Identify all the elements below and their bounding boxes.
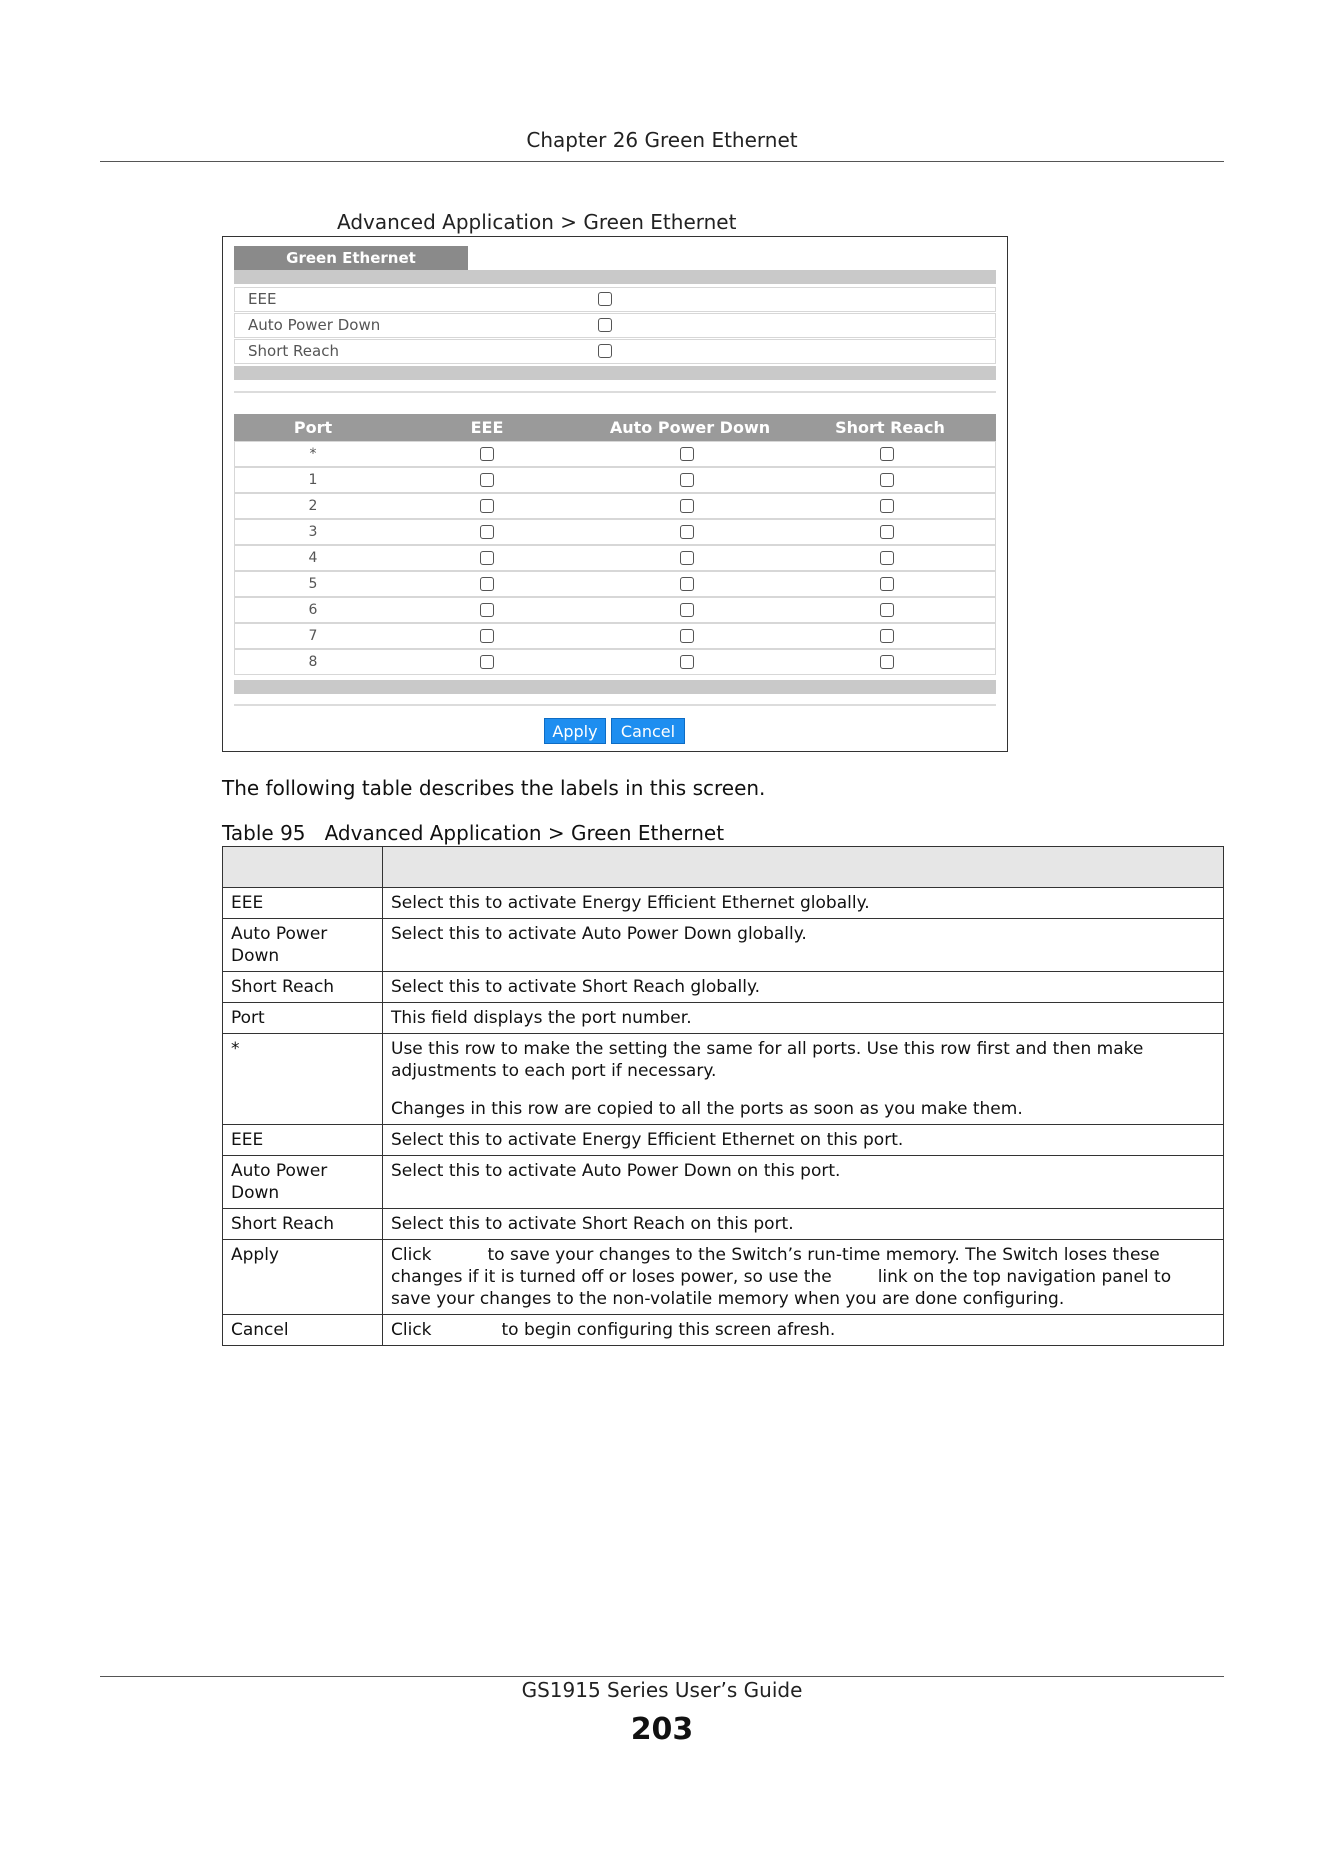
port-short-reach-checkbox[interactable] — [880, 551, 894, 565]
label-cell: * — [223, 1034, 383, 1125]
description-cell — [383, 1034, 1224, 1125]
global-row-short-reach — [234, 339, 996, 364]
description-cell: Select this to activate Energy Efficient Ethernet on this port. — [383, 1125, 1224, 1156]
page-number: 203 — [630, 1712, 694, 1747]
global-row-eee — [234, 287, 996, 312]
port-number: 5 — [308, 576, 318, 592]
port-short-reach-checkbox[interactable] — [880, 499, 894, 513]
port-number: 1 — [308, 472, 318, 488]
port-short-reach-checkbox[interactable] — [880, 473, 894, 487]
table-row — [223, 888, 1224, 919]
col-short-reach: Short Reach — [835, 418, 945, 437]
port-number: 7 — [308, 628, 318, 644]
tab-strip — [234, 270, 996, 284]
tab-green-ethernet[interactable]: Green Ethernet — [234, 246, 468, 270]
description-cell: Select this to activate Auto Power Down globally. — [383, 919, 1224, 972]
footer-guide-title: GS1915 Series User’s Guide — [521, 1678, 803, 1702]
port-short-reach-checkbox[interactable] — [880, 603, 894, 617]
port-auto-power-down-checkbox[interactable] — [680, 499, 694, 513]
label-cell: Apply — [223, 1240, 383, 1315]
header-description-cell — [383, 847, 1224, 888]
separator — [234, 704, 996, 706]
port-auto-power-down-checkbox[interactable] — [680, 525, 694, 539]
port-number: 4 — [308, 550, 318, 566]
figure-caption: Advanced Application > Green Ethernet — [337, 210, 737, 234]
footer-rule — [100, 1676, 1224, 1677]
port-auto-power-down-checkbox[interactable] — [680, 447, 694, 461]
global-label-auto-power-down: Auto Power Down — [248, 316, 381, 334]
description-cell — [383, 1240, 1224, 1315]
port-number: * — [309, 446, 317, 462]
port-short-reach-checkbox[interactable] — [880, 629, 894, 643]
port-eee-checkbox[interactable] — [480, 447, 494, 461]
global-auto-power-down-checkbox[interactable] — [598, 318, 612, 332]
description-table — [222, 846, 1224, 1346]
port-eee-checkbox[interactable] — [480, 577, 494, 591]
port-auto-power-down-checkbox[interactable] — [680, 551, 694, 565]
port-auto-power-down-checkbox[interactable] — [680, 577, 694, 591]
port-short-reach-checkbox[interactable] — [880, 447, 894, 461]
intro-text: The following table describes the labels in this screen. — [222, 776, 766, 800]
separator — [234, 391, 996, 393]
label-cell: Short Reach — [223, 972, 383, 1003]
port-number: 3 — [308, 524, 318, 540]
label-cell: Port — [223, 1003, 383, 1034]
port-eee-checkbox[interactable] — [480, 655, 494, 669]
global-bottom-bar — [234, 366, 996, 380]
port-eee-checkbox[interactable] — [480, 629, 494, 643]
table-row — [223, 1003, 1224, 1034]
table-row — [223, 972, 1224, 1003]
port-short-reach-checkbox[interactable] — [880, 525, 894, 539]
port-eee-checkbox[interactable] — [480, 499, 494, 513]
port-short-reach-checkbox[interactable] — [880, 655, 894, 669]
port-auto-power-down-checkbox[interactable] — [680, 629, 694, 643]
description-cell: Select this to activate Auto Power Down on this port. — [383, 1156, 1224, 1209]
table-row — [223, 1315, 1224, 1346]
description-paragraph: Changes in this row are copied to all the ports as soon as you make them. — [391, 1099, 1023, 1119]
port-eee-checkbox[interactable] — [480, 551, 494, 565]
col-eee: EEE — [470, 418, 504, 437]
port-number: 2 — [308, 498, 318, 514]
header-rule — [100, 161, 1224, 162]
label-cell: Cancel — [223, 1315, 383, 1346]
chapter-title: Chapter 26 Green Ethernet — [526, 128, 798, 152]
port-number: 6 — [308, 602, 318, 618]
label-cell: EEE — [223, 888, 383, 919]
description-text: Click — [391, 1245, 432, 1265]
label-cell: Short Reach — [223, 1209, 383, 1240]
port-eee-checkbox[interactable] — [480, 473, 494, 487]
description-text: Click — [391, 1320, 432, 1340]
table-caption: Table 95 Advanced Application > Green Ethernet — [222, 821, 725, 845]
port-eee-checkbox[interactable] — [480, 603, 494, 617]
port-number: 8 — [308, 654, 318, 670]
col-port: Port — [293, 418, 333, 437]
table-row — [223, 1034, 1224, 1125]
description-cell: This field displays the port number. — [383, 1003, 1224, 1034]
global-label-short-reach: Short Reach — [248, 342, 339, 360]
port-eee-checkbox[interactable] — [480, 525, 494, 539]
description-cell: Select this to activate Short Reach globally. — [383, 972, 1224, 1003]
port-auto-power-down-checkbox[interactable] — [680, 655, 694, 669]
description-cell: Select this to activate Short Reach on this port. — [383, 1209, 1224, 1240]
table-row — [223, 1125, 1224, 1156]
port-short-reach-checkbox[interactable] — [880, 577, 894, 591]
table-header-row — [223, 847, 1224, 888]
label-cell: Auto Power Down — [223, 1156, 383, 1209]
description-text: to save your changes to the Switch’s run-time memory. The Switch loses these changes if it is turned off or loses power, so use the — [391, 1245, 1160, 1287]
col-auto-power-down: Auto Power Down — [609, 418, 771, 437]
global-eee-checkbox[interactable] — [598, 292, 612, 306]
description-text: link on the top navigation panel to save your changes to the non-volatile memory when you are done configuring. — [391, 1267, 1172, 1309]
label-cell: Auto Power Down — [223, 919, 383, 972]
description-cell — [383, 1315, 1224, 1346]
description-cell: Select this to activate Energy Efficient Ethernet globally. — [383, 888, 1224, 919]
table-row — [223, 1209, 1224, 1240]
table-row — [223, 1156, 1224, 1209]
port-auto-power-down-checkbox[interactable] — [680, 473, 694, 487]
cancel-button[interactable]: Cancel — [611, 718, 685, 744]
label-cell: EEE — [223, 1125, 383, 1156]
description-paragraph: Use this row to make the setting the same for all ports. Use this row first and then make adjustments to each port if necessary. — [391, 1039, 1144, 1081]
global-label-eee: EEE — [248, 290, 277, 308]
table-row — [223, 1240, 1224, 1315]
port-table-bottom-bar — [234, 680, 996, 694]
port-auto-power-down-checkbox[interactable] — [680, 603, 694, 617]
global-short-reach-checkbox[interactable] — [598, 344, 612, 358]
apply-button[interactable]: Apply — [544, 718, 606, 744]
description-text: to begin configuring this screen afresh. — [501, 1320, 836, 1340]
table-row — [223, 919, 1224, 972]
header-label-cell — [223, 847, 383, 888]
